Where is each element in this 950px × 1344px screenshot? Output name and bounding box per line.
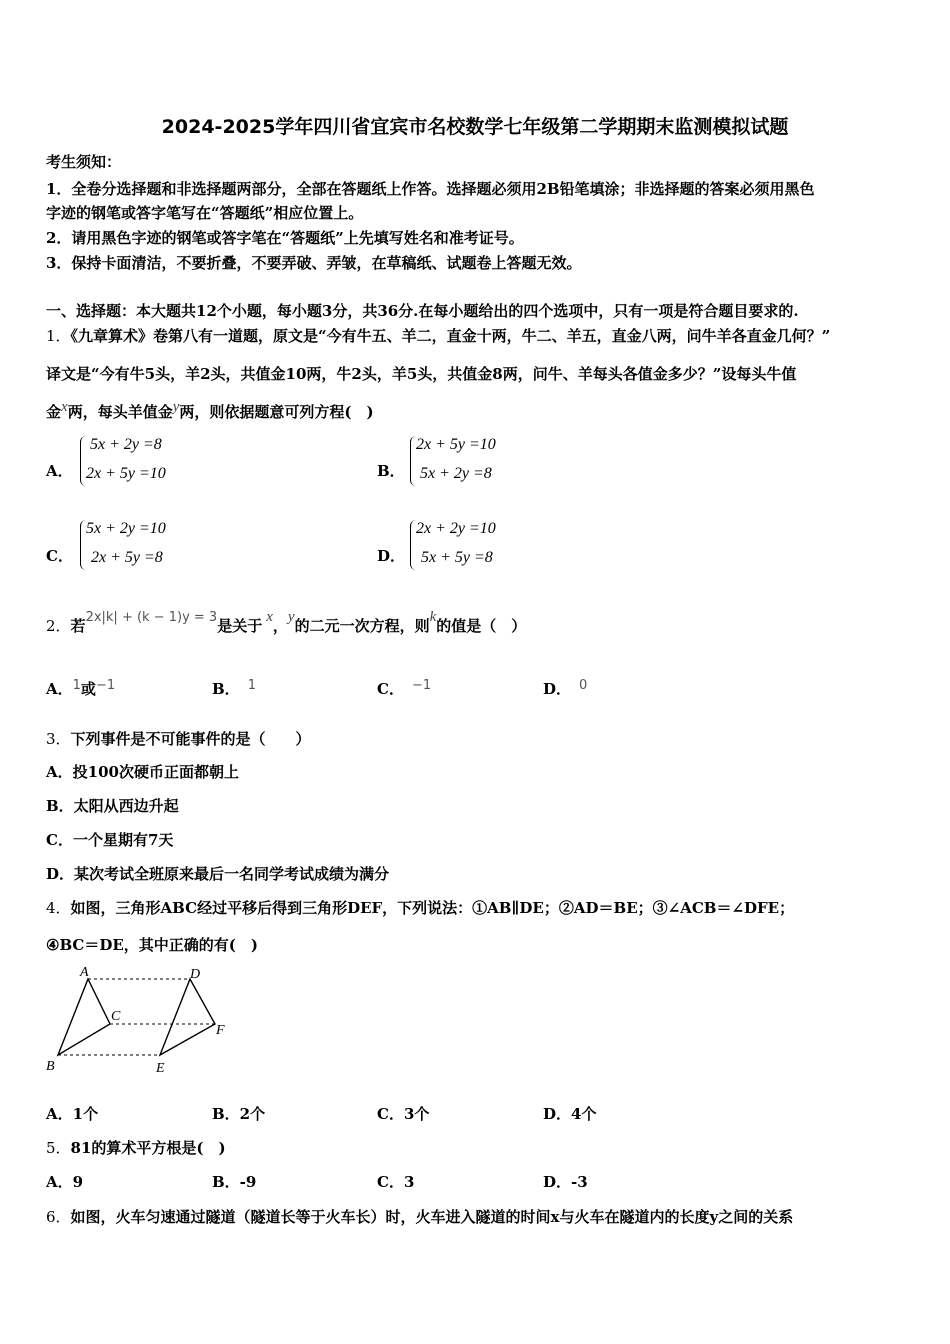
question-text: 81的算术平方根是( ) xyxy=(70,1139,226,1157)
question-1-line-3 xyxy=(46,399,374,423)
question-1-line-1 xyxy=(46,326,830,346)
question-1-line-2: 译文是“今有牛5头，羊2头，共值金10两，牛2头，羊5头，共值金8两，问牛、羊每头各值金多少？”设每头牛值 xyxy=(46,365,797,383)
text-fragment: ， xyxy=(272,617,288,635)
equation-2: 2x + 5y =10 xyxy=(86,465,166,482)
q4-option-a[interactable]: A．1个 xyxy=(46,1105,99,1123)
equation-2: 5x + 5y =8 xyxy=(421,549,493,566)
equation-1: 2x + 5y =10 xyxy=(416,436,496,453)
option-label: B． xyxy=(212,680,240,698)
notice-item-1: 1．全卷分选择题和非选择题两部分，全部在答题纸上作答。选择题必须用2B铅笔填涂；非选择题的答案必须用黑色 xyxy=(46,180,815,198)
notice-item-2: 2．请用黑色字迹的钢笔或答字笔在“答题纸”上先填写姓名和准考证号。 xyxy=(46,229,524,247)
q5-option-c[interactable]: C．3 xyxy=(377,1173,415,1191)
option-label: A． xyxy=(46,680,73,698)
q2-option-a[interactable] xyxy=(46,678,115,699)
question-number: 2． xyxy=(46,617,71,635)
label-a: A xyxy=(80,965,89,980)
q4-option-d[interactable]: D．4个 xyxy=(543,1105,597,1123)
text-fragment: 是关于 xyxy=(217,617,263,635)
q3-option-d[interactable]: D．某次考试全班原来最后一名同学考试成绩为满分 xyxy=(46,865,390,883)
notice-item-1-cont: 字迹的钢笔或答字笔写在“答题纸”相应位置上。 xyxy=(46,204,364,222)
variable-y: y xyxy=(287,609,295,625)
question-text: 下列事件是不可能事件的是（ ） xyxy=(70,730,311,748)
q3-option-a[interactable]: A．投100次硬币正面都朝上 xyxy=(46,763,239,781)
question-text: 《九章算术》卷第八有一道题，原文是“今有牛五、羊二，直金十两，牛二、羊五，直金八两，问牛羊各直金几何？” xyxy=(70,327,831,345)
question-number: 3． xyxy=(46,730,71,748)
variable-x: x xyxy=(61,399,68,415)
question-3-line xyxy=(46,729,311,749)
equation-1: 5x + 2y =8 xyxy=(90,436,162,453)
question-5-line xyxy=(46,1138,226,1158)
text-fragment: 或 xyxy=(80,680,96,698)
q4-option-c[interactable]: C．3个 xyxy=(377,1105,430,1123)
text-fragment: 若 xyxy=(70,617,86,635)
section-heading: 一、选择题：本大题共12个小题，每小题3分，共36分.在每小题给出的四个选项中，只有一项是符合题目要求的. xyxy=(46,302,799,320)
option-label: D． xyxy=(543,680,572,698)
notice-item-3: 3．保持卡面清洁，不要折叠，不要弄破、弄皱，在草稿纸、试题卷上答题无效。 xyxy=(46,254,582,272)
q5-option-d[interactable]: D．-3 xyxy=(543,1173,588,1191)
q2-option-b[interactable] xyxy=(212,678,256,699)
text-fragment: 的值是（ ） xyxy=(436,617,527,635)
q2-option-d[interactable] xyxy=(543,678,587,699)
label-d: D xyxy=(190,967,201,982)
option-b-label[interactable]: B． xyxy=(377,462,405,480)
q2-option-c[interactable] xyxy=(377,678,431,699)
label-c: C xyxy=(111,1009,121,1024)
option-value: 1 xyxy=(247,678,256,693)
label-b: B xyxy=(46,1059,55,1074)
formula-image: 2x|k| + (k − 1)y = 3 xyxy=(85,610,218,625)
text-fragment: 两，每头羊值金 xyxy=(67,403,173,421)
option-value: −1 xyxy=(411,678,432,693)
question-6-line xyxy=(46,1207,793,1227)
question-number: 1． xyxy=(46,327,71,345)
q3-option-c[interactable]: C．一个星期有7天 xyxy=(46,831,174,849)
equation-2: 5x + 2y =8 xyxy=(420,465,492,482)
q5-option-b[interactable]: B．-9 xyxy=(212,1173,257,1191)
variable-k: k xyxy=(429,609,437,625)
question-number: 6． xyxy=(46,1208,71,1226)
equation-2: 2x + 5y =8 xyxy=(91,549,163,566)
page-title: 2024-2025学年四川省宜宾市名校数学七年级第二学期期末监测模拟试题 xyxy=(161,116,789,138)
question-number: 4． xyxy=(46,899,71,917)
question-2-line xyxy=(46,609,527,638)
label-f: F xyxy=(216,1023,225,1038)
q4-option-b[interactable]: B．2个 xyxy=(212,1105,266,1123)
question-number: 5． xyxy=(46,1139,71,1157)
option-a-label[interactable]: A． xyxy=(46,462,73,480)
text-fragment: 的二元一次方程，则 xyxy=(294,617,430,635)
variable-x: x xyxy=(266,609,273,625)
question-text: 如图，三角形ABC经过平移后得到三角形DEF，下列说法：①AB∥DE；②AD＝BE；③∠ACB＝∠DFE； xyxy=(70,899,795,917)
option-value: 0 xyxy=(579,678,588,693)
equation-1: 2x + 2y =10 xyxy=(416,520,496,537)
text-fragment: 金 xyxy=(46,403,62,421)
option-d-label[interactable]: D． xyxy=(377,547,406,565)
option-label: C． xyxy=(377,680,404,698)
option-c-label[interactable]: C． xyxy=(46,547,73,565)
triangle-abc xyxy=(58,979,110,1055)
text-fragment: 两，则依据题意可列方程( ) xyxy=(179,403,374,421)
question-text: 如图，火车匀速通过隧道（隧道长等于火车长）时，火车进入隧道的时间x与火车在隧道内的长度y之间的关系 xyxy=(70,1208,794,1226)
question-4-line-2: ④BC＝DE，其中正确的有( ) xyxy=(46,936,258,954)
label-e: E xyxy=(156,1061,165,1076)
triangle-translation-figure xyxy=(40,962,240,1077)
q3-option-b[interactable]: B．太阳从西边升起 xyxy=(46,797,179,815)
notice-heading: 考生须知： xyxy=(46,153,122,171)
triangle-def xyxy=(160,979,215,1055)
option-value: 1 xyxy=(72,678,81,693)
variable-y: y xyxy=(172,399,180,415)
option-value: −1 xyxy=(95,678,116,693)
q5-option-a[interactable]: A．9 xyxy=(46,1173,84,1191)
equation-1: 5x + 2y =10 xyxy=(86,520,166,537)
question-4-line-1 xyxy=(46,898,794,918)
